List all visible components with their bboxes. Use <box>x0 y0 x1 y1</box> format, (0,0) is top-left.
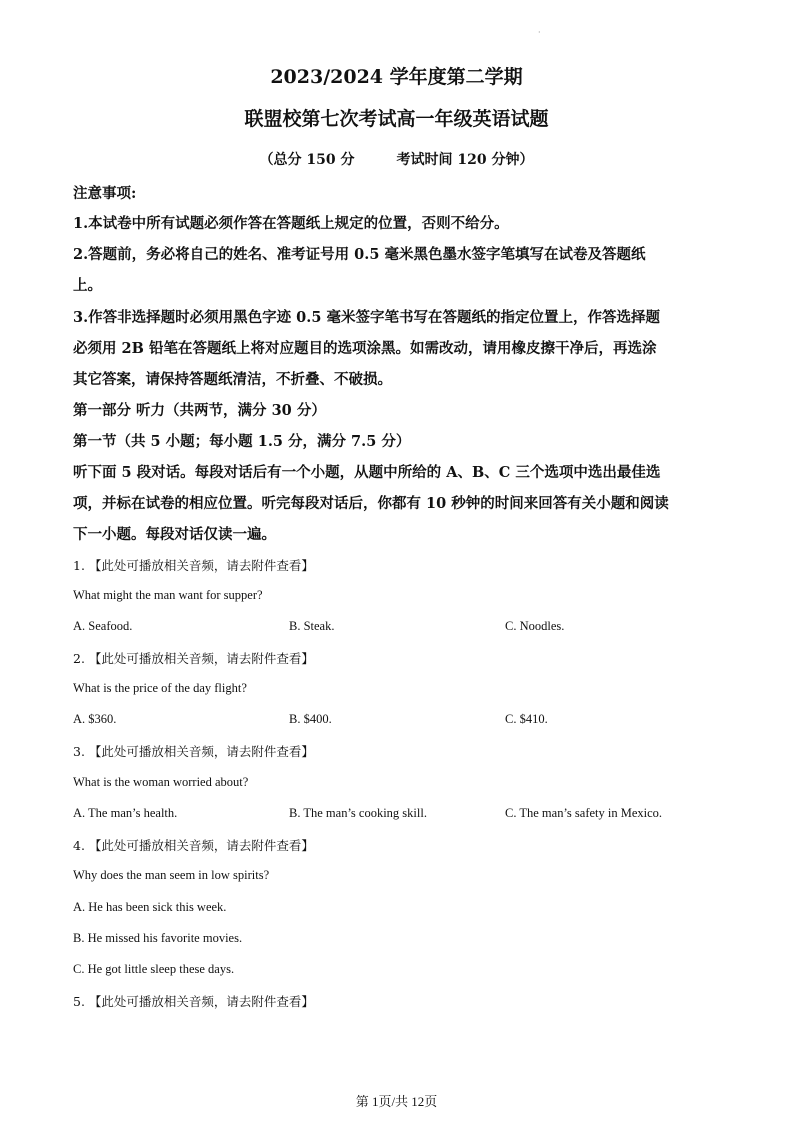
notes-line-3: 上。 <box>73 277 102 294</box>
exam-title-term: 2023/2024 学年度第二学期 <box>270 66 523 88</box>
q3-option-a: A. The man’s health. <box>73 806 178 820</box>
page-footer: 第 1页/共 12页 <box>355 1094 438 1109</box>
q3-option-c: C. The man’s safety in Mexico. <box>505 806 663 820</box>
audio-prompt-2[interactable]: 2. 【此处可播放相关音频，请去附件查看】 <box>73 651 314 666</box>
question-2-text: What is the price of the day flight? <box>73 681 247 695</box>
notes-heading: 注意事项: <box>73 185 137 202</box>
q4-option-b: B. He missed his favorite movies. <box>73 931 243 945</box>
q1-option-b: B. Steak. <box>289 619 335 633</box>
q2-option-a: A. $360. <box>73 712 117 726</box>
instructions-line-1: 听下面 5 段对话。每段对话后有一个小题，从题中所给的 A、B、C 三个选项中选出最佳选 <box>73 464 661 481</box>
notes-line-1: 1.本试卷中所有试题必须作答在答题纸上规定的位置，否则不给分。 <box>73 215 509 232</box>
question-4-text: Why does the man seem in low spirits? <box>73 868 270 882</box>
question-3-text: What is the woman worried about? <box>73 775 249 789</box>
decorative-dot: · <box>538 28 541 37</box>
exam-time: 考试时间 120 分钟） <box>396 152 534 168</box>
notes-line-6: 其它答案，请保持答题纸清洁，不折叠、不破损。 <box>73 371 392 388</box>
exam-title-main: 联盟校第七次考试高一年级英语试题 <box>244 108 549 130</box>
q3-option-b: B. The man’s cooking skill. <box>289 806 427 820</box>
q2-option-c: C. $410. <box>505 712 548 726</box>
total-score: （总分 150 分 <box>259 152 355 168</box>
part1-heading: 第一部分 听力（共两节，满分 30 分） <box>73 402 326 419</box>
audio-prompt-5[interactable]: 5. 【此处可播放相关音频，请去附件查看】 <box>73 994 314 1009</box>
notes-line-2: 2.答题前，务必将自己的姓名、准考证号用 0.5 毫米黑色墨水签字笔填写在试卷及答题纸 <box>73 246 646 263</box>
instructions-line-2: 项，并标在试卷的相应位置。听完每段对话后，你都有 10 秒钟的时间来回答有关小题和阅读 <box>73 495 669 512</box>
notes-line-5: 必须用 2B 铅笔在答题纸上将对应题目的选项涂黑。如需改动，请用橡皮擦干净后，再选涂 <box>73 340 657 357</box>
audio-prompt-4[interactable]: 4. 【此处可播放相关音频，请去附件查看】 <box>73 838 314 853</box>
exam-subtitle <box>0 149 793 169</box>
q2-option-b: B. $400. <box>289 712 332 726</box>
audio-prompt-3[interactable]: 3. 【此处可播放相关音频，请去附件查看】 <box>73 744 314 759</box>
audio-prompt-1[interactable]: 1. 【此处可播放相关音频，请去附件查看】 <box>73 558 314 573</box>
q4-option-a: A. He has been sick this week. <box>73 900 227 914</box>
q1-option-a: A. Seafood. <box>73 619 133 633</box>
notes-line-4: 3.作答非选择题时必须用黑色字迹 0.5 毫米签字笔书写在答题纸的指定位置上，作答选择题 <box>73 309 660 326</box>
q1-option-c: C. Noodles. <box>505 619 565 633</box>
question-1-text: What might the man want for supper? <box>73 588 263 602</box>
section1-heading: 第一节（共 5 小题；每小题 1.5 分，满分 7.5 分） <box>73 433 411 450</box>
instructions-line-3: 下一小题。每段对话仅读一遍。 <box>73 526 276 543</box>
q4-option-c: C. He got little sleep these days. <box>73 962 235 976</box>
